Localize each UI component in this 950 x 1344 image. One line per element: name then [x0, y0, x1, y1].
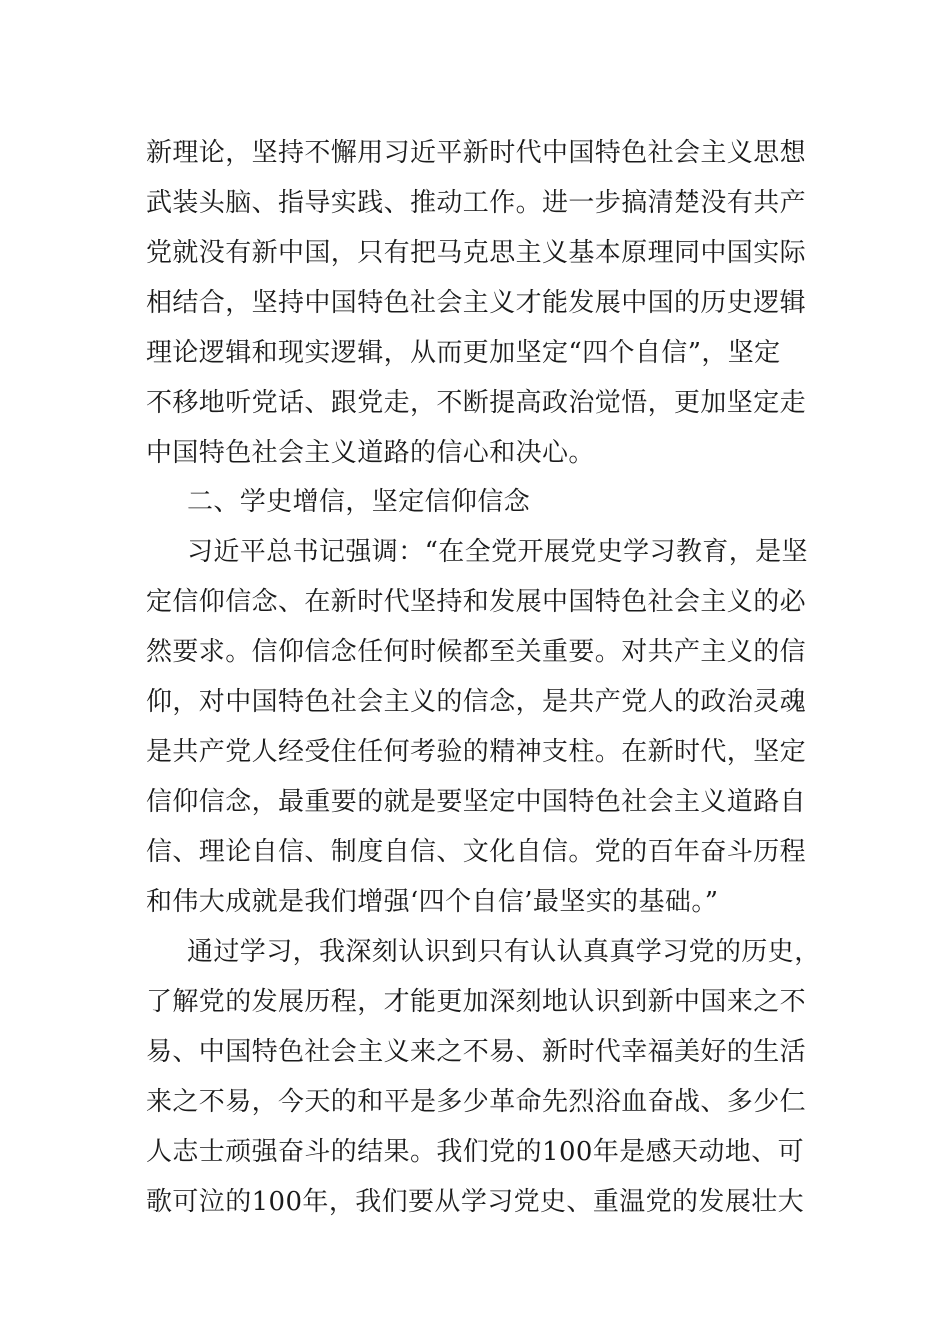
text-line: 和伟大成就是我们增强‘四个自信’最坚实的基础。”	[146, 887, 719, 917]
text-line: 了解党的发展历程，才能更加深刻地认识到新中国来之不	[146, 987, 807, 1017]
text-line: 通过学习，我深刻认识到只有认认真真学习党的历史，	[187, 937, 821, 967]
text-line: 易、中国特色社会主义来之不易、新时代幸福美好的生活	[146, 1037, 807, 1067]
text-line: 仰，对中国特色社会主义的信念，是共产党人的政治灵魂	[146, 687, 807, 717]
text-line: 相结合，坚持中国特色社会主义才能发展中国的历史逻辑	[146, 288, 807, 318]
text-line: 是共产党人经受住任何考验的精神支柱。在新时代，坚定	[146, 737, 807, 767]
text-line: 信仰信念，最重要的就是要坚定中国特色社会主义道路自	[146, 787, 807, 817]
text-line: 理论逻辑和现实逻辑，从而更加坚定“四个自信”，坚定	[146, 338, 781, 368]
text-line: 定信仰信念、在新时代坚持和发展中国特色社会主义的必	[146, 587, 807, 617]
text-line: 不移地听党话、跟党走，不断提高政治觉悟，更加坚定走	[146, 388, 807, 418]
text-line: 人志士顽强奋斗的结果。我们党的100年是感天动地、可	[146, 1137, 805, 1167]
text-line: 来之不易，今天的和平是多少革命先烈浴血奋战、多少仁	[146, 1087, 807, 1117]
text-line: 党就没有新中国，只有把马克思主义基本原理同中国实际	[146, 238, 807, 268]
text-line: 中国特色社会主义道路的信心和决心。	[146, 438, 595, 468]
section-heading: 二、学史增信，坚定信仰信念	[187, 487, 531, 517]
text-line: 信、理论自信、制度自信、文化自信。党的百年奋斗历程	[146, 837, 807, 867]
text-line: 然要求。信仰信念任何时候都至关重要。对共产主义的信	[146, 637, 807, 667]
text-line: 武装头脑、指导实践、推动工作。进一步搞清楚没有共产	[146, 188, 807, 218]
text-line: 歌可泣的100年，我们要从学习党史、重温党的发展壮大	[146, 1187, 805, 1217]
text-line: 习近平总书记强调：“在全党开展党史学习教育，是坚	[187, 537, 808, 567]
text-line: 新理论，坚持不懈用习近平新时代中国特色社会主义思想	[146, 138, 807, 168]
